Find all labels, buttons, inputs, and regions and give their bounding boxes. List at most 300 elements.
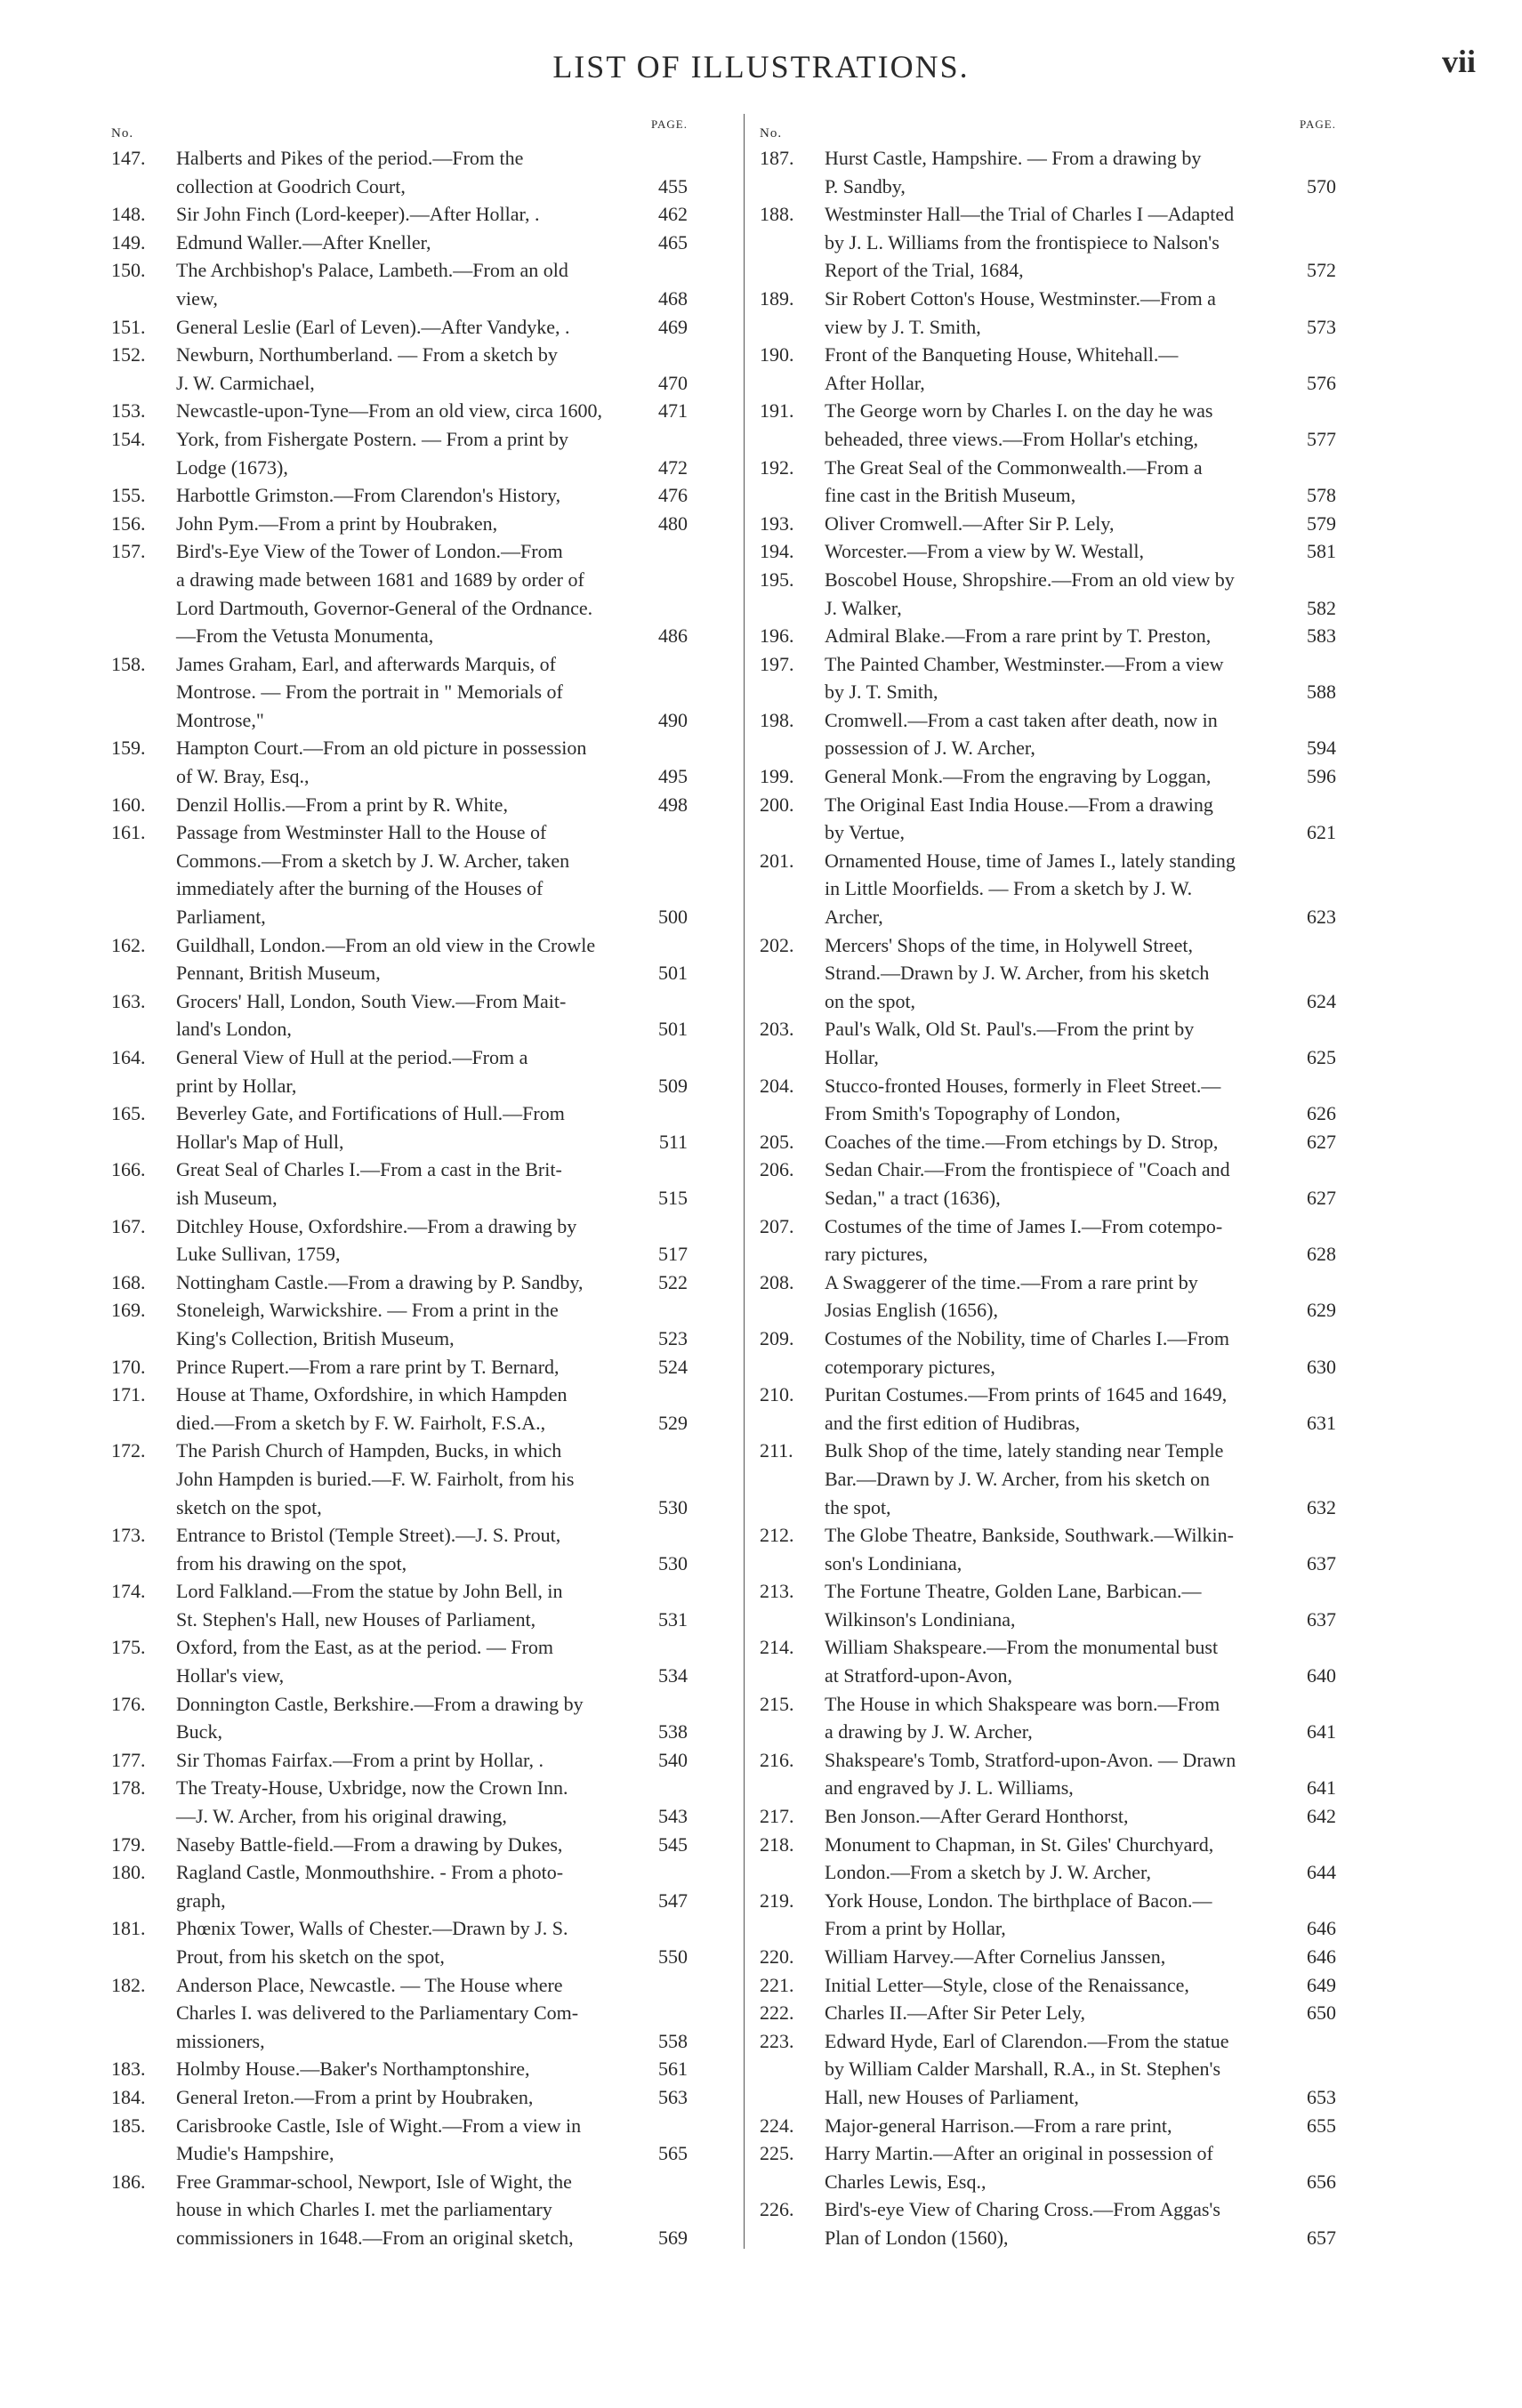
entry-line xyxy=(825,706,1336,735)
entry-page: 471 xyxy=(658,399,688,423)
entry-text xyxy=(760,1381,1336,1437)
entry-line-text: York, from Fishergate Postern. — From a print by xyxy=(176,427,569,450)
entry-line xyxy=(176,481,688,510)
entry-line-text: Stucco-fronted Houses, formerly in Fleet Street.— xyxy=(825,1074,1221,1097)
entry-line xyxy=(825,566,1336,594)
entry-line-text: Sedan," a tract (1636), xyxy=(825,1186,1001,1209)
list-item xyxy=(760,2195,1336,2251)
entry-line-text: The Great Seal of the Commonwealth.—From a xyxy=(825,455,1203,479)
entry-page: 625 xyxy=(1307,1046,1336,1068)
entry-line xyxy=(825,847,1336,875)
entry-text xyxy=(111,1774,688,1830)
entry-text xyxy=(111,397,688,425)
entry-line-text: Costumes of the time of James I.—From cotempo- xyxy=(825,1214,1223,1237)
entry-page: 594 xyxy=(1307,737,1336,760)
entry-page: 480 xyxy=(658,511,688,535)
entry-line xyxy=(176,1746,688,1775)
entry-text xyxy=(760,1690,1336,1746)
entry-page: 523 xyxy=(658,1326,688,1349)
entry-line-text: The Original East India House.—From a drawing xyxy=(825,793,1213,816)
entry-page: 650 xyxy=(1307,2001,1336,2025)
entry-line-text: Donnington Castle, Berkshire.—From a drawing by xyxy=(176,1692,584,1715)
list-item xyxy=(111,2083,688,2112)
entry-line-text: Mudie's Hampshire, xyxy=(176,2142,334,2165)
entry-number: 217. xyxy=(760,1805,794,1828)
entry-text xyxy=(111,2055,688,2083)
entry-line xyxy=(176,1268,688,1297)
entry-line xyxy=(825,1774,1336,1802)
entry-line-text: in Little Moorfields. — From a sketch by J. W. xyxy=(825,877,1193,900)
entry-line-text: print by Hollar, xyxy=(176,1074,297,1097)
entry-page: 540 xyxy=(658,1748,688,1771)
list-item xyxy=(760,1015,1336,1071)
entry-text xyxy=(111,425,688,481)
entry-line-text: The House in which Shakspeare was born.—From xyxy=(825,1692,1220,1715)
entry-line xyxy=(825,2195,1336,2224)
entry-text xyxy=(111,341,688,397)
entry-line xyxy=(825,200,1336,229)
entry-line-text: Hurst Castle, Hampshire. — From a drawing by xyxy=(825,147,1202,169)
entry-line-text: Boscobel House, Shropshire.—From an old view by xyxy=(825,568,1235,591)
entry-line xyxy=(825,1690,1336,1719)
list-item xyxy=(111,200,688,229)
entry-page: 627 xyxy=(1307,1186,1336,1209)
entry-text xyxy=(760,285,1336,341)
entry-page: 629 xyxy=(1307,1299,1336,1322)
list-item xyxy=(760,1746,1336,1802)
entry-line-text: Josias English (1656), xyxy=(825,1299,998,1322)
entry-number: 200. xyxy=(760,793,794,816)
entry-number: 166. xyxy=(111,1158,146,1181)
entry-line-text: Entrance to Bristol (Temple Street).—J. S. Prout, xyxy=(176,1524,561,1547)
list-item xyxy=(111,425,688,481)
entry-line-text: Paul's Walk, Old St. Paul's.—From the print by xyxy=(825,1018,1195,1041)
entry-line-text: Montrose," xyxy=(176,708,264,731)
entry-number: 196. xyxy=(760,624,794,648)
entry-text xyxy=(760,622,1336,650)
list-item xyxy=(111,818,688,930)
entry-line xyxy=(825,537,1336,566)
entry-number: 222. xyxy=(760,2001,794,2025)
entry-line-text: sketch on the spot, xyxy=(176,1495,322,1518)
entry-line-text: Cromwell.—From a cast taken after death, now in xyxy=(825,708,1218,731)
entry-line-text: Lord Falkland.—From the statue by John Bell, in xyxy=(176,1580,563,1603)
entry-text xyxy=(111,1043,688,1099)
entry-line-text: Bird's-Eye View of the Tower of London.—From xyxy=(176,540,563,563)
entry-line xyxy=(825,2027,1336,2056)
entry-line-text: Costumes of the Nobility, time of Charles I.—From xyxy=(825,1326,1230,1349)
entry-text xyxy=(760,341,1336,397)
entry-text xyxy=(111,1971,688,2056)
entry-number: 188. xyxy=(760,203,794,226)
left-column xyxy=(111,117,688,2252)
list-item xyxy=(760,200,1336,285)
entry-page: 465 xyxy=(658,230,688,254)
entry-line-text: at Stratford-upon-Avon, xyxy=(825,1664,1012,1687)
entry-line-text: Front of the Banqueting House, Whitehall.— xyxy=(825,343,1179,366)
entry-text xyxy=(760,1802,1336,1831)
entry-page: 486 xyxy=(658,624,688,648)
list-item xyxy=(111,2168,688,2252)
entry-line xyxy=(176,454,688,482)
entry-page: 515 xyxy=(658,1186,688,1209)
entry-page: 582 xyxy=(1307,596,1336,619)
entry-number: 154. xyxy=(111,427,146,450)
entry-page: 538 xyxy=(658,1720,688,1744)
column-divider xyxy=(744,114,745,2249)
list-item xyxy=(760,1521,1336,1577)
entry-line xyxy=(176,1577,688,1606)
entry-page: 531 xyxy=(658,1607,688,1631)
list-item xyxy=(760,1633,1336,1689)
entry-line xyxy=(176,931,688,960)
entry-page: 500 xyxy=(658,906,688,929)
entry-page: 577 xyxy=(1307,427,1336,450)
entry-text xyxy=(760,1999,1336,2027)
list-item xyxy=(111,650,688,735)
entry-text xyxy=(111,537,688,649)
entry-line-text: A Swaggerer of the time.—From a rare print by xyxy=(825,1270,1198,1293)
entry-page: 637 xyxy=(1307,1607,1336,1631)
entry-line-text: Oliver Cromwell.—After Sir P. Lely, xyxy=(825,511,1115,535)
entry-page: 623 xyxy=(1307,906,1336,929)
entry-number: 197. xyxy=(760,652,794,675)
entry-number: 220. xyxy=(760,1945,794,1968)
entry-line xyxy=(825,650,1336,679)
entry-page: 626 xyxy=(1307,1102,1336,1125)
entry-line-text: Worcester.—From a view by W. Westall, xyxy=(825,540,1144,563)
list-item xyxy=(111,791,688,819)
entry-page: 653 xyxy=(1307,2085,1336,2108)
entry-line xyxy=(825,1662,1336,1690)
entry-line-text: Edmund Waller.—After Kneller, xyxy=(176,230,431,254)
list-item xyxy=(760,847,1336,931)
entry-number: 171. xyxy=(111,1383,146,1406)
entry-line xyxy=(825,1099,1336,1128)
entry-line-text: P. Sandby, xyxy=(825,174,906,197)
entry-line xyxy=(825,397,1336,425)
entry-text xyxy=(111,1296,688,1352)
list-item xyxy=(111,144,688,200)
entry-number: 221. xyxy=(760,1973,794,1996)
right-column-header xyxy=(760,117,1336,144)
entry-line xyxy=(825,2139,1336,2168)
entry-line xyxy=(825,622,1336,650)
entry-line xyxy=(825,1353,1336,1381)
entry-line xyxy=(176,2168,688,2196)
entry-line-text: Shakspeare's Tomb, Stratford-upon-Avon. — Drawn xyxy=(825,1748,1236,1771)
entry-text xyxy=(111,1381,688,1437)
entry-number: 159. xyxy=(111,737,146,760)
entry-number: 147. xyxy=(111,147,146,169)
entry-line xyxy=(176,959,688,987)
entry-line xyxy=(176,1072,688,1100)
entry-line-text: Stoneleigh, Warwickshire. — From a print in the xyxy=(176,1299,559,1322)
entry-line-text: and engraved by J. L. Williams, xyxy=(825,1776,1074,1800)
entry-line xyxy=(825,1914,1336,1943)
entry-line xyxy=(825,1887,1336,1915)
entry-page: 646 xyxy=(1307,1917,1336,1940)
entry-line xyxy=(825,987,1336,1016)
entry-number: 148. xyxy=(111,203,146,226)
entry-line-text: Sir Robert Cotton's House, Westminster.—From a xyxy=(825,286,1216,310)
entry-line-text: on the spot, xyxy=(825,989,916,1012)
entry-text xyxy=(111,313,688,342)
entry-line-text: and the first edition of Hudibras, xyxy=(825,1411,1081,1434)
list-item xyxy=(760,1268,1336,1325)
entry-line-text: died.—From a sketch by F. W. Fairholt, F.S.A., xyxy=(176,1411,546,1434)
entry-line xyxy=(176,200,688,229)
entry-number: 199. xyxy=(760,765,794,788)
entry-line-text: Montrose. — From the portrait in " Memorials of xyxy=(176,681,563,704)
entry-line xyxy=(825,1494,1336,1522)
entry-line xyxy=(176,510,688,538)
entry-line-text: Bird's-eye View of Charing Cross.—From Aggas's xyxy=(825,2198,1220,2221)
entry-line-text: commissioners in 1648.—From an original sketch, xyxy=(176,2226,574,2249)
entry-page: 470 xyxy=(658,371,688,394)
entry-line-text: General Monk.—From the engraving by Loggan, xyxy=(825,765,1212,788)
entry-line xyxy=(825,1325,1336,1353)
entry-text xyxy=(760,1156,1336,1212)
entry-number: 203. xyxy=(760,1018,794,1041)
entry-page: 581 xyxy=(1307,540,1336,563)
list-item xyxy=(111,931,688,987)
entry-line-text: land's London, xyxy=(176,1018,292,1041)
list-item xyxy=(111,1521,688,1577)
entry-line xyxy=(825,510,1336,538)
entry-line-text: a drawing made between 1681 and 1689 by order of xyxy=(176,568,584,591)
entry-line xyxy=(176,1633,688,1662)
entry-line xyxy=(825,1971,1336,2000)
entry-line-text: Naseby Battle-field.—From a drawing by Dukes, xyxy=(176,1832,563,1856)
entry-text xyxy=(760,1831,1336,1887)
entry-line xyxy=(176,1015,688,1043)
entry-text xyxy=(111,650,688,735)
entry-text xyxy=(111,1156,688,1212)
entry-number: 193. xyxy=(760,511,794,535)
list-item xyxy=(760,341,1336,397)
entry-line xyxy=(176,1212,688,1241)
entry-number: 182. xyxy=(111,1973,146,1996)
entry-line-text: The Treaty-House, Uxbridge, now the Crown Inn. xyxy=(176,1776,568,1800)
list-item xyxy=(760,1999,1336,2027)
entry-page: 534 xyxy=(658,1664,688,1687)
entry-line-text: Prout, from his sketch on the spot, xyxy=(176,1945,445,1968)
entry-line xyxy=(825,931,1336,960)
entry-text xyxy=(760,144,1336,200)
entry-line-text: beheaded, three views.—From Hollar's etching, xyxy=(825,427,1199,450)
entry-number: 213. xyxy=(760,1580,794,1603)
entry-text xyxy=(760,1212,1336,1268)
list-item xyxy=(111,1099,688,1156)
entry-line-text: Pennant, British Museum, xyxy=(176,962,381,985)
entry-number: 162. xyxy=(111,933,146,956)
entry-text xyxy=(760,1437,1336,1521)
entry-line-text: a drawing by J. W. Archer, xyxy=(825,1720,1033,1744)
entry-line-text: House at Thame, Oxfordshire, in which Hampden xyxy=(176,1383,568,1406)
entry-line xyxy=(176,285,688,313)
entry-line xyxy=(825,762,1336,791)
entry-line xyxy=(825,1128,1336,1156)
entry-text xyxy=(111,1099,688,1156)
entry-line-text: York House, London. The birthplace of Bacon.— xyxy=(825,1889,1212,1912)
entry-line-text: Hollar's view, xyxy=(176,1664,285,1687)
entry-number: 151. xyxy=(111,315,146,338)
entry-line-text: Free Grammar-school, Newport, Isle of Wight, the xyxy=(176,2170,572,2193)
entry-line xyxy=(825,1465,1336,1494)
entry-line xyxy=(176,1156,688,1184)
entry-line-text: fine cast in the British Museum, xyxy=(825,484,1076,507)
list-item xyxy=(111,1914,688,1970)
entry-text xyxy=(760,2027,1336,2112)
page-header xyxy=(0,43,1522,96)
entry-number: 219. xyxy=(760,1889,794,1912)
entry-line-text: possession of J. W. Archer, xyxy=(825,737,1035,760)
entry-text xyxy=(111,2112,688,2168)
entry-line xyxy=(176,622,688,650)
entry-line-text: by J. T. Smith, xyxy=(825,681,938,704)
entry-number: 186. xyxy=(111,2170,146,2193)
entry-line-text: Hall, new Houses of Parliament, xyxy=(825,2085,1079,2108)
entry-page: 649 xyxy=(1307,1973,1336,1996)
entry-number: 211. xyxy=(760,1439,793,1462)
entry-number: 179. xyxy=(111,1832,146,1856)
entry-line-text: Great Seal of Charles I.—From a cast in the Brit- xyxy=(176,1158,562,1181)
entry-number: 157. xyxy=(111,540,146,563)
entry-line-text: view, xyxy=(176,286,218,310)
entry-line-text: Hollar's Map of Hull, xyxy=(176,1130,344,1153)
entry-line xyxy=(176,1887,688,1915)
entry-number: 185. xyxy=(111,2114,146,2137)
entry-line-text: Archer, xyxy=(825,906,883,929)
entry-page: 558 xyxy=(658,2029,688,2052)
entry-text xyxy=(111,1831,688,1859)
entry-line xyxy=(825,874,1336,903)
entry-page: 469 xyxy=(658,315,688,338)
entry-line-text: J. Walker, xyxy=(825,596,902,619)
entry-text xyxy=(760,397,1336,453)
entry-line xyxy=(176,1521,688,1550)
entry-line-text: The Painted Chamber, Westminster.—From a view xyxy=(825,652,1224,675)
entry-line xyxy=(176,313,688,342)
entry-line xyxy=(825,1831,1336,1859)
entry-page: 640 xyxy=(1307,1664,1336,1687)
entry-line xyxy=(176,678,688,706)
entry-line xyxy=(825,2168,1336,2196)
entry-line-text: After Hollar, xyxy=(825,371,925,394)
entry-number: 175. xyxy=(111,1636,146,1659)
entry-line xyxy=(176,173,688,201)
entry-number: 170. xyxy=(111,1355,146,1378)
entry-line-text: Westminster Hall—the Trial of Charles I —Adapted xyxy=(825,203,1235,226)
entry-line xyxy=(176,1550,688,1578)
list-item xyxy=(111,1381,688,1437)
entry-line xyxy=(176,256,688,285)
entry-line xyxy=(825,425,1336,454)
entry-text xyxy=(760,200,1336,285)
entry-line-text: Ditchley House, Oxfordshire.—From a drawing by xyxy=(176,1214,577,1237)
list-item xyxy=(111,341,688,397)
entry-line-text: Sedan Chair.—From the frontispiece of "Coach and xyxy=(825,1158,1230,1181)
entry-line-text: the spot, xyxy=(825,1495,891,1518)
list-item xyxy=(760,397,1336,453)
list-item xyxy=(111,481,688,510)
entry-page: 646 xyxy=(1307,1945,1336,1968)
entry-number: 165. xyxy=(111,1102,146,1125)
list-item xyxy=(760,1971,1336,2000)
list-item xyxy=(111,1774,688,1830)
entry-line xyxy=(825,229,1336,257)
entry-page: 561 xyxy=(658,2058,688,2081)
list-item xyxy=(760,454,1336,510)
entry-line-text: Strand.—Drawn by J. W. Archer, from his sketch xyxy=(825,962,1210,985)
list-item xyxy=(760,1381,1336,1437)
entry-line xyxy=(176,1831,688,1859)
entry-line-text: The Parish Church of Hampden, Bucks, in which xyxy=(176,1439,562,1462)
entry-number: 216. xyxy=(760,1748,794,1771)
entry-number: 155. xyxy=(111,484,146,507)
entry-line xyxy=(825,1212,1336,1241)
entry-line-text: Admiral Blake.—From a rare print by T. Preston, xyxy=(825,624,1212,648)
entry-line xyxy=(825,2112,1336,2140)
entry-number: 149. xyxy=(111,230,146,254)
entry-line xyxy=(176,791,688,819)
entry-line xyxy=(176,1943,688,1971)
entry-line xyxy=(176,1381,688,1409)
list-item xyxy=(760,537,1336,566)
entry-number: 187. xyxy=(760,147,794,169)
entry-text xyxy=(111,1268,688,1297)
list-item xyxy=(111,1577,688,1633)
entry-page: 545 xyxy=(658,1832,688,1856)
entry-line xyxy=(825,2224,1336,2252)
entry-line xyxy=(825,1409,1336,1438)
entry-line-text: Lodge (1673), xyxy=(176,455,288,479)
entry-line-text: son's Londiniana, xyxy=(825,1551,962,1574)
entry-line-text: Oxford, from the East, as at the period. — From xyxy=(176,1636,554,1659)
entry-line xyxy=(176,537,688,566)
entry-line xyxy=(825,1043,1336,1072)
entry-line-text: William Harvey.—After Cornelius Janssen, xyxy=(825,1945,1166,1968)
entry-number: 164. xyxy=(111,1046,146,1068)
entry-line xyxy=(176,1296,688,1325)
entry-line xyxy=(176,1325,688,1353)
entry-line-text: Sir John Finch (Lord-keeper).—After Hollar, . xyxy=(176,203,540,226)
entry-number: 172. xyxy=(111,1439,146,1462)
entry-line xyxy=(825,313,1336,342)
entry-line-text: Luke Sullivan, 1759, xyxy=(176,1243,341,1266)
entry-page: 517 xyxy=(658,1243,688,1266)
entry-line xyxy=(176,1774,688,1802)
entry-line xyxy=(176,650,688,679)
entry-line-text: Major-general Harrison.—From a rare print, xyxy=(825,2114,1172,2137)
entry-line-text: Denzil Hollis.—From a print by R. White, xyxy=(176,793,508,816)
entry-number: 183. xyxy=(111,2058,146,2081)
entry-line-text: Bar.—Drawn by J. W. Archer, from his sketch on xyxy=(825,1467,1210,1490)
entry-line-text: From Smith's Topography of London, xyxy=(825,1102,1121,1125)
list-item xyxy=(111,397,688,425)
entry-page: 579 xyxy=(1307,511,1336,535)
entry-line-text: Puritan Costumes.—From prints of 1645 and 1649, xyxy=(825,1383,1228,1406)
entry-text xyxy=(760,1971,1336,2000)
entry-line-text: Mercers' Shops of the time, in Holywell Street, xyxy=(825,933,1193,956)
entry-page: 468 xyxy=(658,286,688,310)
list-item xyxy=(111,987,688,1043)
entry-number: 206. xyxy=(760,1158,794,1181)
list-item xyxy=(760,1802,1336,1831)
entry-line xyxy=(825,734,1336,762)
entry-line-text: Coaches of the time.—From etchings by D. Strop, xyxy=(825,1130,1219,1153)
